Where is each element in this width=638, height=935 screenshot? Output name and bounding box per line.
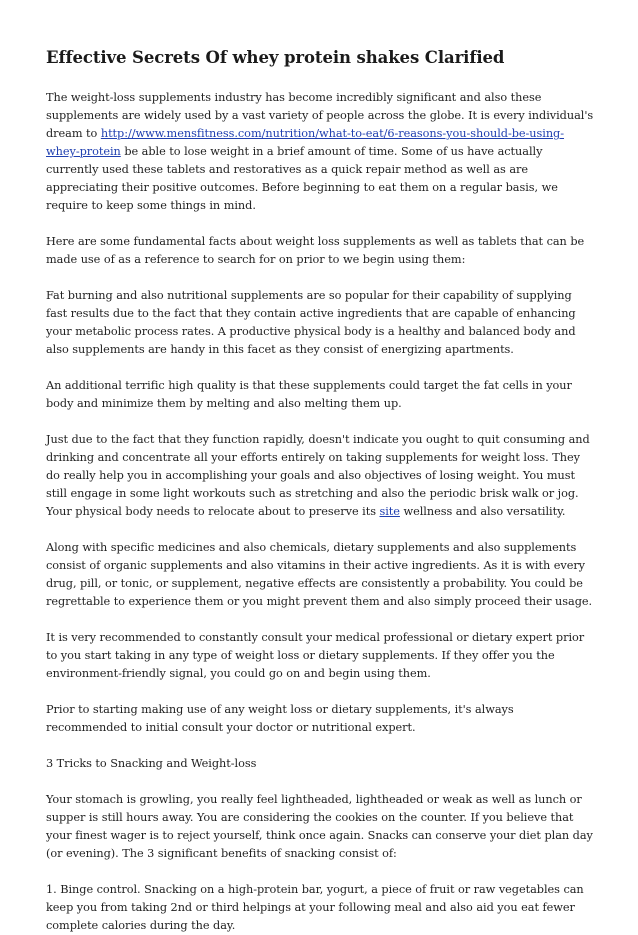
paragraph-text: The weight-loss supplements industry has become incredibly significant and also these supplements are widely used by a vast variety of people across the globe. It is every individual's dream to (46, 91, 594, 140)
paragraph-side-effects: Along with specific medicines and also chemicals, dietary supplements and also supplements consist of organic supplements and also vitamins in their active ingredients. As it is with every drug, pill, or tonic, or supplement, negative effects are consistently a probability. You could be regrettable to experience them or you might prevent them and also simply proceed their usage. (46, 541, 593, 608)
site-link[interactable]: site (379, 505, 400, 518)
paragraph-text: Just due to the fact that they function rapidly, doesn't indicate you ought to quit consuming and drinking and concentrate all your efforts entirely on taking supplements for weight loss. They do really help you in accomplishing your goals and also objectives of losing weight. You must still engage in some light workouts such as stretching and also the periodic brisk walk or jog. Your physical body needs to relocate about to preserve its (46, 433, 590, 518)
paragraph-consult: It is very recommended to constantly consult your medical professional or dietary expert prior to you start taking in any type of weight loss or dietary supplements. If they offer you the environment-friendly signal, you could go on and begin using them. (46, 631, 585, 680)
mensfitness-link[interactable]: http://www.mensfitness.com/nutrition/what-to-eat/6-reasons-you-should-be-using-whey-protein (46, 127, 565, 158)
paragraph-fat-burning: Fat burning and also nutritional supplements are so popular for their capability of supplying fast results due to the fact that they contain active ingredients that are capable of enhancing your metabolic process rates. A productive physical body is a healthy and balanced body and also supplements are handy in this facet as they consist of energizing apartments. (46, 289, 576, 356)
paragraph-snacking: Your stomach is growling, you really feel lightheaded, lightheaded or weak as well as lunch or supper is still hours away. You are considering the cookies on the counter. If you believe that your finest wager is to reject yourself, think once again. Snacks can conserve your diet plan day (or evening). The 3 significant benefits of snacking consist of: (46, 793, 593, 860)
paragraph-intro (46, 89, 594, 215)
paragraph-exercise (46, 431, 594, 521)
section-heading: 3 Tricks to Snacking and Weight-loss (46, 757, 257, 770)
paragraph-binge-control: 1. Binge control. Snacking on a high-protein bar, yogurt, a piece of fruit or raw vegetables can keep you from taking 2nd or third helpings at your following meal and also aid you eat fewer complete calories during the day. (46, 883, 584, 932)
page-title: Effective Secrets Of whey protein shakes Clarified (46, 48, 505, 67)
paragraph-facts-intro: Here are some fundamental facts about weight loss supplements as well as tablets that can be made use of as a reference to search for on prior to we begin using them: (46, 235, 585, 266)
paragraph-text: wellness and also versatility. (399, 505, 566, 518)
paragraph-consult-again: Prior to starting making use of any weight loss or dietary supplements, it's always recommended to initial consult your doctor or nutritional expert. (46, 703, 514, 734)
paragraph-target-fat: An additional terrific high quality is that these supplements could target the fat cells in your body and minimize them by melting and also melting them up. (46, 379, 572, 410)
paragraph-text: be able to lose weight in a brief amount of time. Some of us have actually currently used these tablets and restoratives as a quick repair method as well as are appreciating their positive outcomes. Before beginning to eat them on a regular basis, we require to keep some things in mind. (46, 145, 558, 212)
